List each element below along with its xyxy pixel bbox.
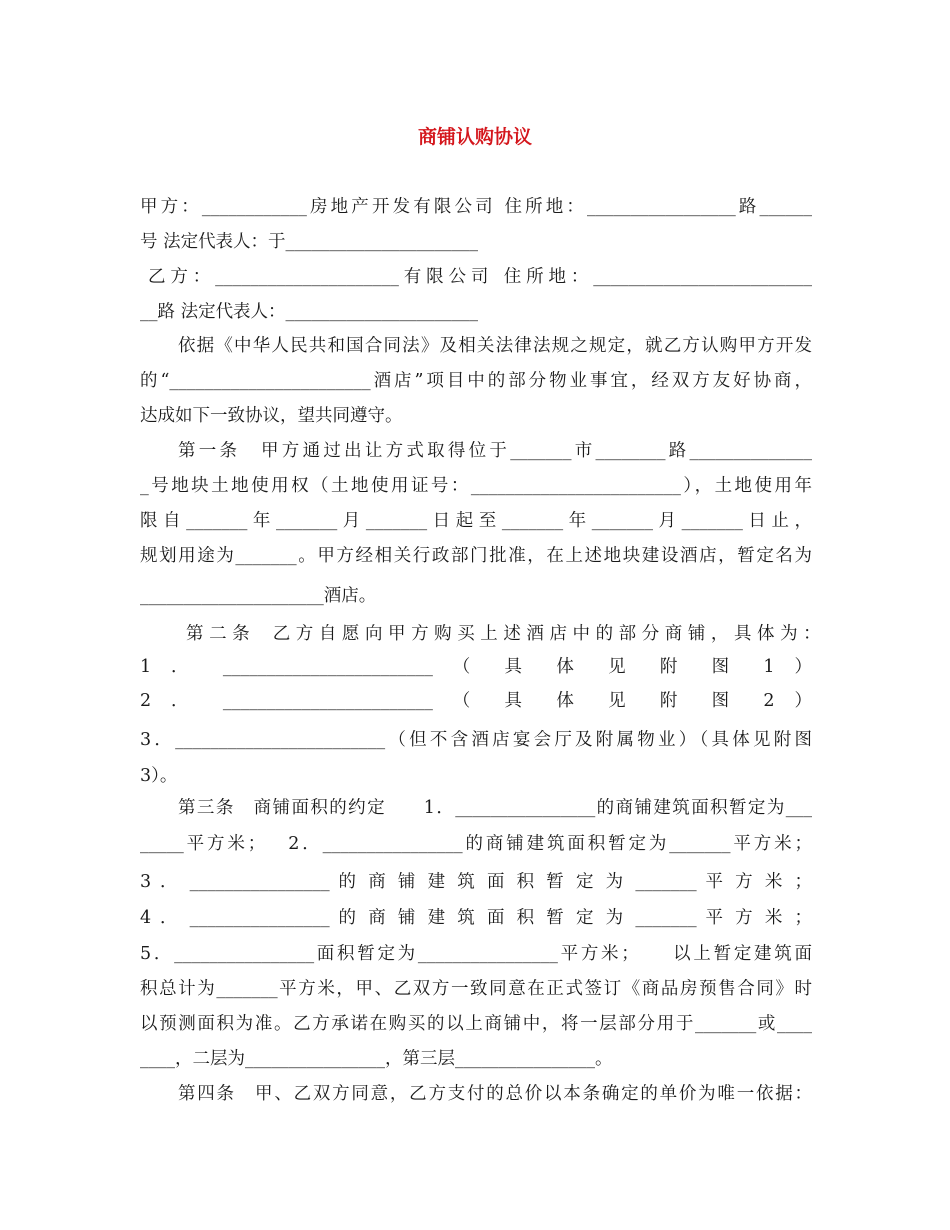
list-item-line: 5．________________面积暂定为________________平方米； 以上暂定建筑面 xyxy=(140,944,812,964)
paragraph-line: 依据《中华人民共和国合同法》及相关法律法规之规定，就乙方认购甲方开发 xyxy=(178,336,812,356)
list-item-line: 3．________________________（但不含酒店宴会厅及附属物业）（具体见附图 xyxy=(140,730,812,750)
list-item-line: 1 ． ________________________ （ 具 体 见 附 图 1 ） xyxy=(140,657,812,677)
article-2-line: 第 二 条 乙 方 自 愿 向 甲 方 购 买 上 述 酒 店 中 的 部 分 商 铺 ， 具 体 为 ： xyxy=(186,624,821,644)
paragraph-line: 积总计为_______平方米，甲、乙双方一致同意在正式签订《商品房预售合同》时 xyxy=(140,979,812,999)
article-1-line: 第一条 甲方通过出让方式取得位于_______市________路______________ xyxy=(178,441,812,461)
paragraph-line: _____________________酒店。 xyxy=(140,586,377,606)
paragraph-line: 限自_______年_______月_______日起至_______年_______月_______日止， xyxy=(140,511,812,531)
paragraph-line: 以预测面积为准。乙方承诺在购买的以上商铺中，将一层部分用于_______或____ xyxy=(140,1014,812,1034)
paragraph-line: ____，二层为________________，第三层________________。 xyxy=(140,1049,613,1069)
paragraph-line: 规划用途为_______。甲方经相关行政部门批准，在上述地块建设酒店，暂定名为 xyxy=(140,546,812,566)
document-title: 商铺认购协议 xyxy=(417,126,532,148)
paragraph-line: 甲方：____________房地产开发有限公司 住所地：_________________路______ xyxy=(140,197,812,217)
paragraph-line: 乙方：_____________________有限公司 住所地：_________________________ xyxy=(148,267,812,287)
paragraph-line: 达成如下一致协议，望共同遵守。 xyxy=(140,406,403,426)
paragraph-line: __路 法定代表人：______________________ xyxy=(140,302,479,322)
article-3-line: 第三条 商铺面积的约定 1．________________的商铺建筑面积暂定为___ xyxy=(178,798,812,818)
paragraph-line: _号地块土地使用权（土地使用证号：________________________），土地使用年 xyxy=(140,476,812,496)
paragraph-line: _____平方米； 2．________________的商铺建筑面积暂定为_______平方米； xyxy=(140,834,812,854)
list-item-line: 3 ． ________________ 的 商 铺 建 筑 面 积 暂 定 为 _______ 平 方 米 ； xyxy=(140,872,812,892)
paragraph-line: 的“_______________________酒店”项目中的部分物业事宜，经双方友好协商， xyxy=(140,371,812,391)
paragraph-line: 3）。 xyxy=(140,766,178,786)
article-4-line: 第四条 甲、乙双方同意，乙方支付的总价以本条确定的单价为唯一依据： xyxy=(178,1084,812,1104)
paragraph-line: 号 法定代表人：于______________________ xyxy=(140,232,479,252)
list-item-line: 2 ． ________________________ （ 具 体 见 附 图 2 ） xyxy=(140,691,812,711)
list-item-line: 4 ． ________________ 的 商 铺 建 筑 面 积 暂 定 为 _______ 平 方 米 ； xyxy=(140,908,812,928)
